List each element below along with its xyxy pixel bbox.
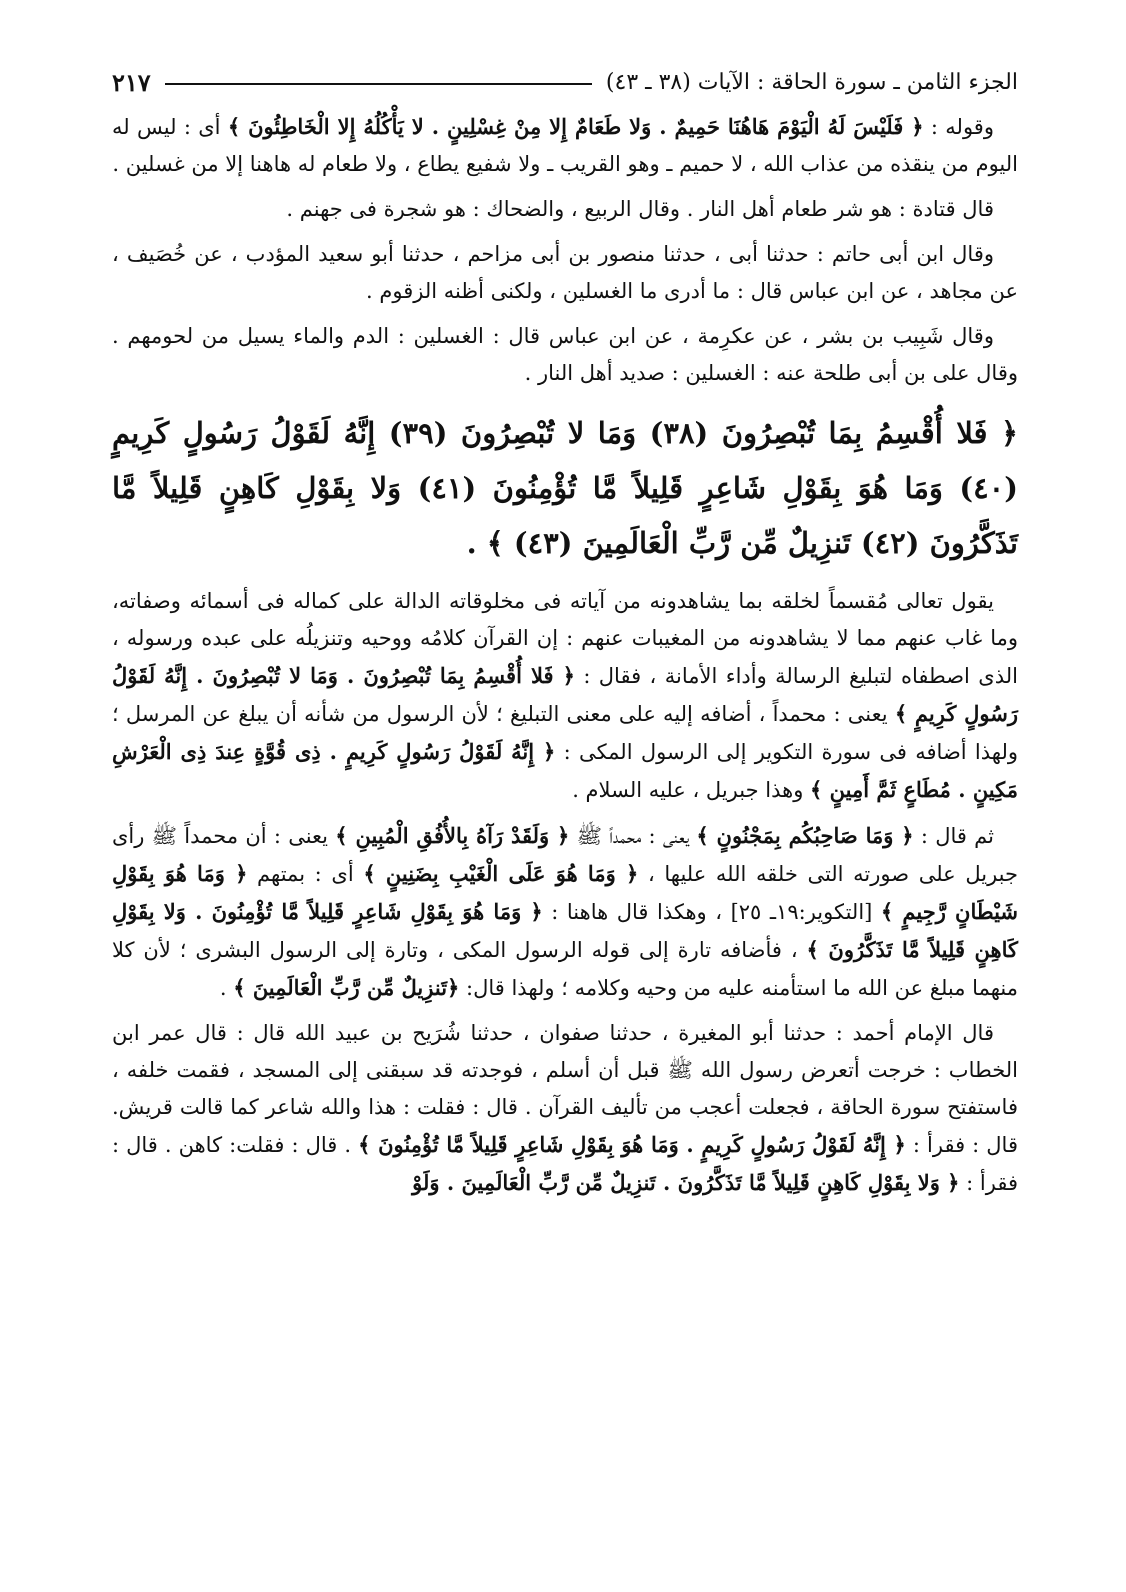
quran-quote: ﴿ وَمَا هُوَ بِقَوْلِ شَيْطَانٍ رَّجِيمٍ ﴾: [112, 861, 1019, 924]
text-run: يعنى : محمداً ، أضافه إليه على معنى التبليغ ؛ لأن الرسول من شأنه أن يبلغ عن المرسل ؛ ولهذا أضافه فى سورة التكوير إلى الرسول المكى :: [112, 702, 1018, 764]
quran-quote: ﴿ وَلَقَدْ رَآهُ بِالأُفُقِ الْمُبِينِ ﴾: [335, 823, 570, 848]
text-run: .: [219, 976, 234, 1000]
quran-verses-block: ﴿ فَلا أُقْسِمُ بِمَا تُبْصِرُونَ (٣٨) وَمَا لا تُبْصِرُونَ (٣٩) إِنَّهُ لَقَوْلُ رَسُولٍ كَرِيمٍ (٤٠) وَمَا هُوَ بِقَوْلِ شَاعِرٍ قَلِيلاً مَّا تُؤْمِنُونَ (٤١) وَلا بِقَوْلِ كَاهِنٍ قَلِيلاً مَّا تَذَكَّرُونَ (٤٢) تَنزِيلٌ مِّن رَّبِّ الْعَالَمِينَ (٤٣) ﴾ .: [112, 416, 1019, 560]
quran-quote: ﴿ فَلا أُقْسِمُ بِمَا تُبْصِرُونَ . وَمَا لا تُبْصِرُونَ . إِنَّهُ لَقَوْلُ رَسُولٍ كَرِيمٍ ﴾: [112, 663, 1018, 726]
quran-quote: ﴿ وَمَا صَاحِبُكُم بِمَجْنُونٍ ﴾: [696, 823, 914, 848]
quran-quote: ﴿ وَلا بِقَوْلِ كَاهِنٍ قَلِيلاً مَّا تَذَكَّرُونَ . تَنزِيلٌ مِّن رَّبِّ الْعَالَمِينَ . وَلَوْ: [412, 1170, 960, 1195]
quran-quote: ﴿ إِنَّهُ لَقَوْلُ رَسُولٍ كَرِيمٍ . ذِى قُوَّةٍ عِندَ ذِى الْعَرْشِ مَكِينٍ . مُطَاعٍ ثَمَّ أَمِينٍ ﴾: [112, 739, 1018, 802]
quran-quote: ﴿ وَمَا هُوَ عَلَى الْغَيْبِ بِضَنِينٍ ﴾: [363, 861, 639, 886]
quran-quote: ﴿ إِنَّهُ لَقَوْلُ رَسُولٍ كَرِيمٍ . وَمَا هُوَ بِقَوْلِ شَاعِرٍ قَلِيلاً مَّا تُؤْمِنُونَ ﴾: [358, 1132, 906, 1157]
header-rule: [165, 83, 592, 85]
running-header: [112, 62, 1018, 102]
text-run: [التكوير:١٩ـ ٢٥] ، وهكذا قال هاهنا :: [542, 900, 881, 924]
text-run: قال الإمام أحمد : حدثنا أبو المغيرة ، حدثنا صفوان ، حدثنا شُرَيح بن عبيد الله قال : قال عمر ابن الخطاب : خرجت أتعرض رسول الله ﷺ قبل أن أسلم ، فوجدته قد سبقنى إلى المسجد ، فقمت خلفه ، فاستفتح سورة الحاقة ، فجعلت أعجب من تأليف القرآن . قال : فقلت : هذا والله شاعر كما قالت قريش. قال : فقرأ :: [112, 1021, 1018, 1157]
text-run: يقول تعالى مُقسماً لخلقه بما يشاهدونه من آياته فى مخلوقاته الدالة على كماله فى أسمائه وصفاته، وما غاب عنهم مما لا يشاهدونه من المغيبات عنهم : إن القرآن كلامُه ووحيه وتنزيلُه على عبده ورسوله ، الذى اصطفاه لتبليغ الرسالة وأداء الأمانة ، فقال :: [112, 589, 1018, 688]
commentary-2: [112, 817, 1018, 1007]
text-run: وهذا جبريل ، عليه السلام .: [572, 778, 811, 802]
text-run: أى : ليس له اليوم من ينقذه من عذاب الله ، لا حميم ـ وهو القريب ـ ولا شفيع يطاع ، ولا طعام له هاهنا إلا من غسلين .: [112, 115, 1018, 176]
text-run: ثم قال :: [913, 824, 994, 848]
page-number: ٢١٧: [112, 67, 151, 97]
header-title: الجزء الثامن ـ سورة الحاقة : الآيات (٣٨ ـ ٤٣): [605, 69, 1018, 95]
text-run: ، فأضافه تارة إلى قوله الرسول المكى ، وتارة إلى الرسول البشرى ؛ لأن كلا منهما مبلغ عن الله ما استأمنه عليه من وحيه وكلامه ؛ ولهذا قال:: [112, 938, 1018, 1000]
paragraph-3: وقال ابن أبى حاتم : حدثنا أبى ، حدثنا منصور بن أبى مزاحم ، حدثنا أبو سعيد المؤدب ، عن خُصَيف ، عن مجاهد ، عن ابن عباس قال : ما أدرى ما الغسلين ، ولكنى أظنه الزقوم .: [112, 242, 1018, 303]
paragraph-1: [112, 108, 1018, 183]
paragraph-2: قال قتادة : هو شر طعام أهل النار . وقال الربيع ، والضحاك : هو شجرة فى جهنم .: [286, 197, 994, 221]
quran-quote: ﴿ فَلَيْسَ لَهُ الْيَوْمَ هَاهُنَا حَمِيمٌ . وَلا طَعَامٌ إِلا مِنْ غِسْلِينٍ . لا يَأْكُلُهُ إِلا الْخَاطِئُونَ ﴾: [227, 114, 924, 139]
commentary-1: [112, 583, 1018, 809]
text-run: وقوله :: [923, 115, 994, 139]
text-run: يعنى : محمداً ﷺ: [569, 824, 697, 848]
quran-quote: ﴿ وَمَا هُوَ بِقَوْلِ شَاعِرٍ قَلِيلاً مَّا تُؤْمِنُونَ . وَلا بِقَوْلِ كَاهِنٍ قَلِيلاً مَّا تَذَكَّرُونَ ﴾: [112, 899, 1019, 962]
paragraph-4: وقال شَبِيب بن بشر ، عن عكرِمة ، عن ابن عباس قال : الغسلين : الدم والماء يسيل من لحومهم . وقال على بن أبى طلحة عنه : الغسلين : صديد أهل النار .: [112, 324, 1018, 385]
quran-quote: ﴿تَنزِيلٌ مِّن رَّبِّ الْعَالَمِينَ ﴾: [233, 975, 460, 1000]
text-run: . قال : فقلت: كاهن . قال : فقرأ :: [112, 1133, 1018, 1195]
text-run: يعنى : أن محمداً ﷺ رأى جبريل على صورته التى خلقه الله عليها ،: [112, 824, 1018, 886]
text-run: أى : بمتهم: [247, 862, 364, 886]
commentary-3: [112, 1015, 1018, 1202]
